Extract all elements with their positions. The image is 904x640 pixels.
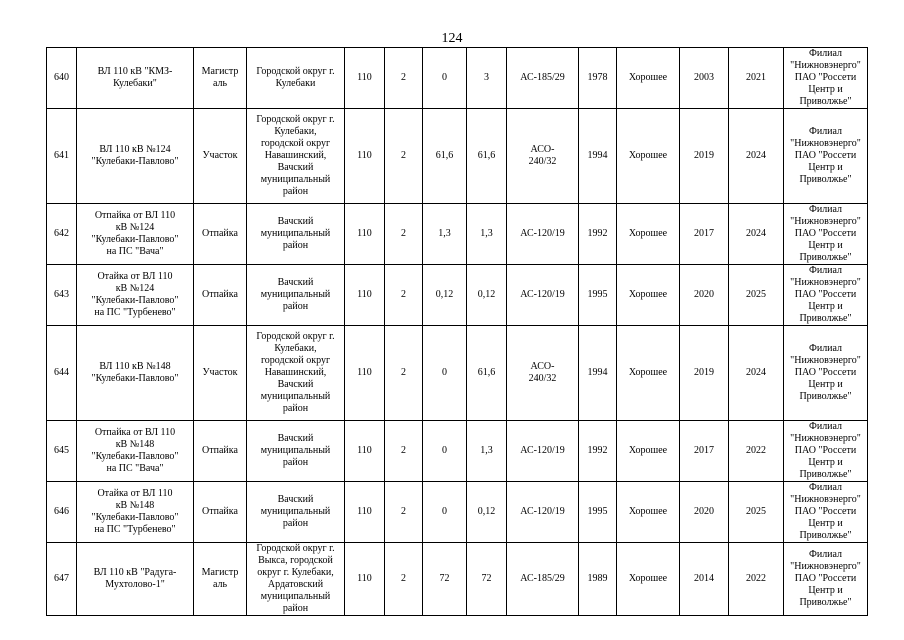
cell-line-type: Отпайка [194,265,247,326]
table-row [47,204,868,265]
cell-condition: Хорошее [617,48,680,109]
cell-wire-brand: АСО- 240/32 [507,109,579,204]
cell-number: 644 [47,326,77,421]
cell-year-next: 2024 [729,204,784,265]
cell-owner: Филиал "Нижновэнерго" ПАО "Россети Центр и Приволжье" [784,421,868,482]
cell-line-type: Отпайка [194,482,247,543]
table-row [47,109,868,204]
cell-length-1: 0 [423,482,467,543]
cell-year-last: 2014 [680,543,729,616]
cell-length-1: 0 [423,326,467,421]
cell-year-built: 1994 [579,326,617,421]
cell-line-type: Участок [194,326,247,421]
cell-year-built: 1995 [579,265,617,326]
cell-line-name: Отпайка от ВЛ 110 кВ №148 "Кулебаки-Павлово" на ПС "Вача" [77,421,194,482]
cell-length-1: 1,3 [423,204,467,265]
cell-year-built: 1995 [579,482,617,543]
cell-line-name: ВЛ 110 кВ №148 "Кулебаки-Павлово" [77,326,194,421]
cell-length-2: 0,12 [467,482,507,543]
cell-owner: Филиал "Нижновэнерго" ПАО "Россети Центр и Приволжье" [784,265,868,326]
cell-line-type: Отпайка [194,421,247,482]
cell-owner: Филиал "Нижновэнерго" ПАО "Россети Центр и Приволжье" [784,48,868,109]
cell-year-next: 2022 [729,543,784,616]
cell-chains: 2 [385,326,423,421]
cell-number: 642 [47,204,77,265]
cell-line-name: Отпайка от ВЛ 110 кВ №124 "Кулебаки-Павлово" на ПС "Вача" [77,204,194,265]
cell-length-1: 0 [423,48,467,109]
cell-territory: Вачский муниципальный район [247,265,345,326]
cell-length-2: 3 [467,48,507,109]
cell-year-last: 2003 [680,48,729,109]
cell-territory: Вачский муниципальный район [247,421,345,482]
cell-number: 647 [47,543,77,616]
cell-wire-brand: АС-120/19 [507,482,579,543]
cell-territory: Городской округ г. Кулебаки, городской округ Навашинский, Вачский муниципальный район [247,109,345,204]
cell-territory: Вачский муниципальный район [247,482,345,543]
table-row [47,265,868,326]
cell-year-last: 2017 [680,421,729,482]
cell-condition: Хорошее [617,204,680,265]
cell-year-built: 1992 [579,421,617,482]
cell-year-last: 2020 [680,265,729,326]
cell-voltage: 110 [345,204,385,265]
cell-length-2: 0,12 [467,265,507,326]
cell-line-name: Отайка от ВЛ 110 кВ №124 "Кулебаки-Павлово" на ПС "Турбенево" [77,265,194,326]
cell-year-last: 2019 [680,326,729,421]
table-row [47,482,868,543]
cell-territory: Городской округ г. Кулебаки [247,48,345,109]
cell-year-built: 1978 [579,48,617,109]
cell-voltage: 110 [345,543,385,616]
cell-chains: 2 [385,265,423,326]
table-row [47,48,868,109]
cell-length-2: 61,6 [467,109,507,204]
cell-voltage: 110 [345,482,385,543]
cell-chains: 2 [385,421,423,482]
cell-line-name: Отайка от ВЛ 110 кВ №148 "Кулебаки-Павлово" на ПС "Турбенево" [77,482,194,543]
cell-number: 643 [47,265,77,326]
cell-year-next: 2024 [729,326,784,421]
cell-owner: Филиал "Нижновэнерго" ПАО "Россети Центр и Приволжье" [784,482,868,543]
cell-chains: 2 [385,109,423,204]
cell-line-type: Участок [194,109,247,204]
cell-wire-brand: АСО- 240/32 [507,326,579,421]
cell-owner: Филиал "Нижновэнерго" ПАО "Россети Центр и Приволжье" [784,109,868,204]
cell-condition: Хорошее [617,326,680,421]
cell-number: 646 [47,482,77,543]
cell-year-built: 1989 [579,543,617,616]
cell-line-name: ВЛ 110 кВ №124 "Кулебаки-Павлово" [77,109,194,204]
cell-condition: Хорошее [617,482,680,543]
cell-number: 640 [47,48,77,109]
cell-length-2: 1,3 [467,204,507,265]
cell-territory: Вачский муниципальный район [247,204,345,265]
cell-year-next: 2025 [729,265,784,326]
cell-line-name: ВЛ 110 кВ "Радуга- Мухтолово-1" [77,543,194,616]
table-row [47,421,868,482]
cell-length-2: 72 [467,543,507,616]
cell-year-next: 2021 [729,48,784,109]
cell-length-1: 0 [423,421,467,482]
cell-year-next: 2025 [729,482,784,543]
cell-year-next: 2024 [729,109,784,204]
cell-territory: Городской округ г. Кулебаки, городской округ Навашинский, Вачский муниципальный район [247,326,345,421]
cell-year-next: 2022 [729,421,784,482]
cell-owner: Филиал "Нижновэнерго" ПАО "Россети Центр и Приволжье" [784,326,868,421]
cell-line-type: Отпайка [194,204,247,265]
cell-length-1: 61,6 [423,109,467,204]
cell-chains: 2 [385,482,423,543]
cell-chains: 2 [385,48,423,109]
cell-line-type: Магистр аль [194,48,247,109]
cell-length-1: 0,12 [423,265,467,326]
page-number: 124 [441,31,463,46]
cell-length-1: 72 [423,543,467,616]
cell-wire-brand: АС-120/19 [507,421,579,482]
cell-owner: Филиал "Нижновэнерго" ПАО "Россети Центр и Приволжье" [784,204,868,265]
cell-line-type: Магистр аль [194,543,247,616]
table-row [47,543,868,616]
cell-condition: Хорошее [617,109,680,204]
cell-voltage: 110 [345,265,385,326]
power-lines-table [46,47,868,616]
cell-wire-brand: АС-185/29 [507,48,579,109]
cell-condition: Хорошее [617,265,680,326]
cell-wire-brand: АС-120/19 [507,265,579,326]
cell-chains: 2 [385,543,423,616]
cell-number: 645 [47,421,77,482]
cell-length-2: 1,3 [467,421,507,482]
cell-wire-brand: АС-120/19 [507,204,579,265]
cell-year-last: 2019 [680,109,729,204]
cell-territory: Городской округ г. Выкса, городской округ г. Кулебаки, Ардатовский муниципальный район [247,543,345,616]
cell-voltage: 110 [345,421,385,482]
cell-wire-brand: АС-185/29 [507,543,579,616]
table-row [47,326,868,421]
cell-number: 641 [47,109,77,204]
cell-chains: 2 [385,204,423,265]
cell-condition: Хорошее [617,543,680,616]
cell-voltage: 110 [345,326,385,421]
cell-line-name: ВЛ 110 кВ "КМЗ- Кулебаки" [77,48,194,109]
cell-length-2: 61,6 [467,326,507,421]
cell-year-last: 2020 [680,482,729,543]
cell-condition: Хорошее [617,421,680,482]
cell-voltage: 110 [345,48,385,109]
cell-owner: Филиал "Нижновэнерго" ПАО "Россети Центр и Приволжье" [784,543,868,616]
cell-year-last: 2017 [680,204,729,265]
cell-year-built: 1994 [579,109,617,204]
cell-voltage: 110 [345,109,385,204]
cell-year-built: 1992 [579,204,617,265]
